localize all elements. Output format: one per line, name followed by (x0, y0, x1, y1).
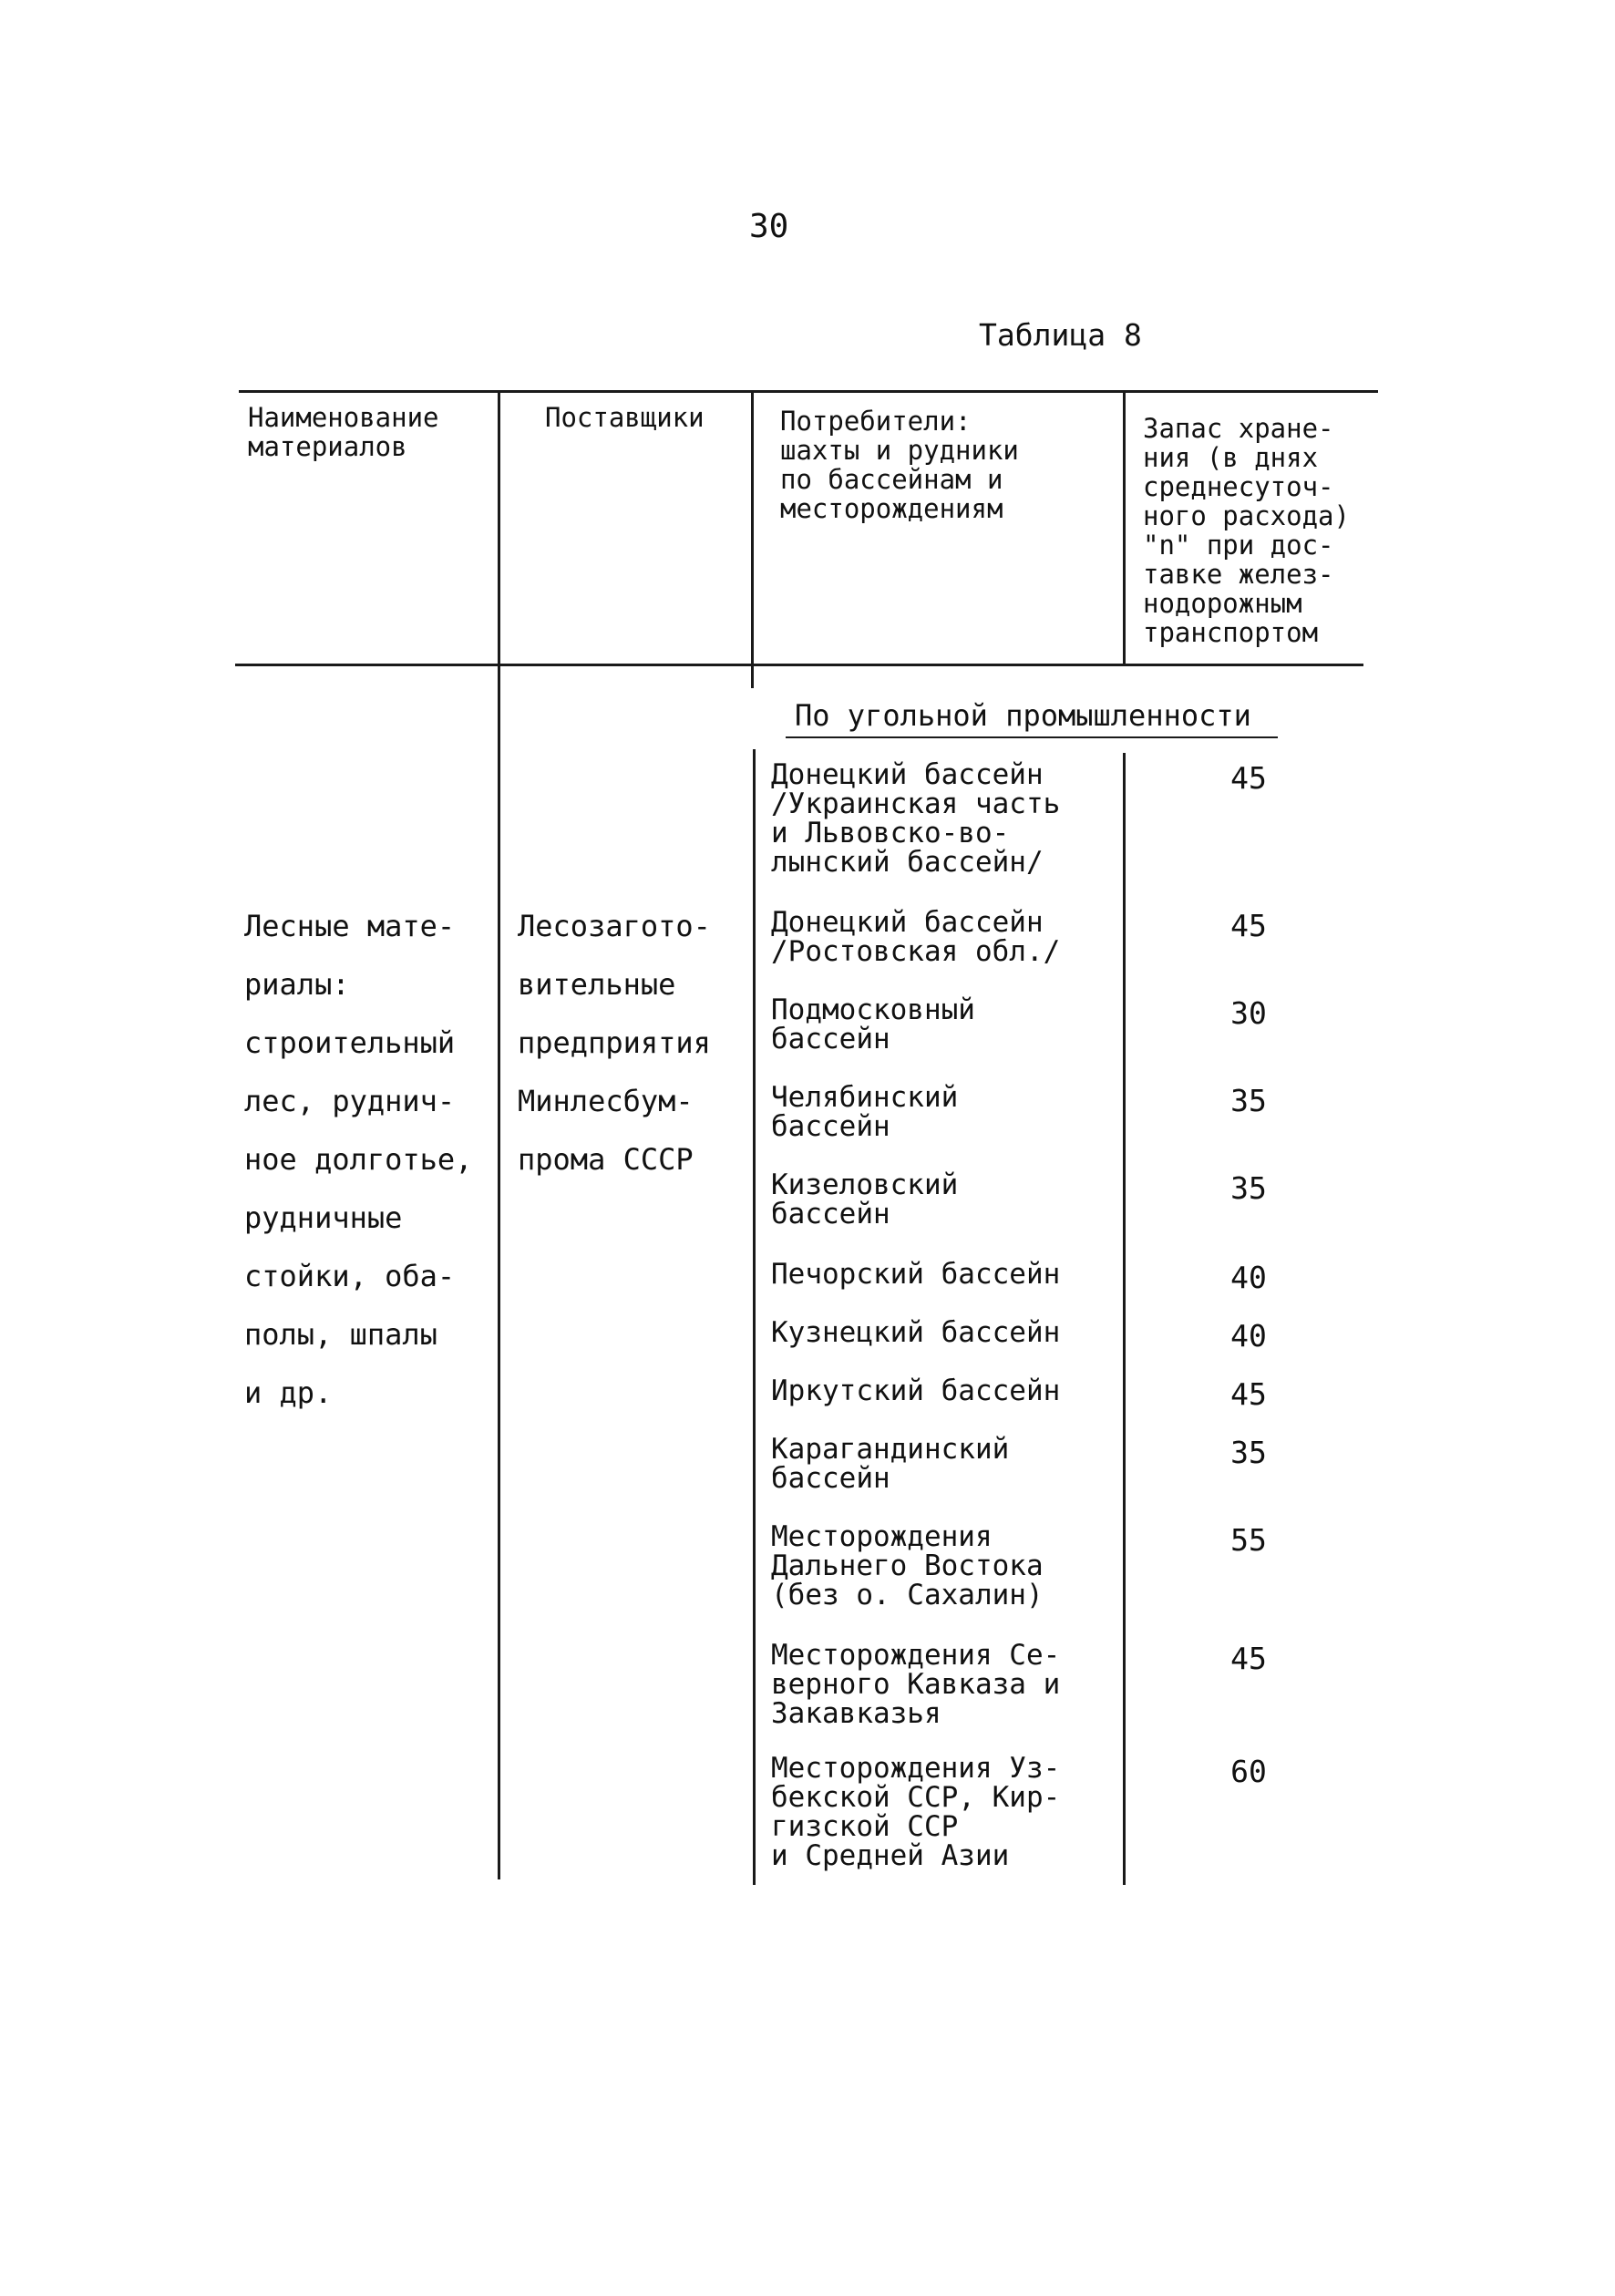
page-number: 30 (749, 208, 789, 245)
days-cell: 45 (1230, 1641, 1267, 1676)
days-cell: 45 (1230, 760, 1267, 796)
days-cell: 35 (1230, 1170, 1267, 1206)
consumer-cell: Месторождения Дальнего Востока (без о. Сахалин) (771, 1520, 1044, 1611)
days-cell: 35 (1230, 1435, 1267, 1470)
column-divider-2-lower (753, 749, 756, 1885)
table-caption: Таблица 8 (979, 317, 1142, 353)
header-reserve: Запас хране- ния (в днях среднесуточ- ного расхода) "n" при дос- тавке желез- нодорожным транспортом (1143, 413, 1350, 648)
header-suppliers: Поставщики (545, 402, 705, 433)
days-cell: 60 (1230, 1754, 1267, 1789)
days-cell: 35 (1230, 1083, 1267, 1118)
consumer-cell: Кизеловский бассейн (771, 1169, 959, 1230)
header-bottom-rule (235, 664, 1363, 666)
section-title: По угольной промышленности (795, 698, 1251, 733)
days-cell: 45 (1230, 1376, 1267, 1412)
consumer-cell: Карагандинский бассейн (771, 1433, 1010, 1495)
column-divider-3-lower (1123, 753, 1126, 1885)
consumer-cell: Кузнецкий бассейн (771, 1316, 1061, 1349)
days-cell: 40 (1230, 1260, 1267, 1295)
consumer-cell: Подмосковный бассейн (771, 994, 975, 1055)
column-divider-2 (751, 392, 754, 688)
days-cell: 55 (1230, 1522, 1267, 1558)
table-top-rule (239, 390, 1378, 393)
column-divider-1 (498, 392, 500, 1879)
column-divider-3 (1123, 392, 1126, 664)
days-cell: 45 (1230, 908, 1267, 943)
header-consumers: Потребители: шахты и рудники по бассейнам и месторождениям (780, 406, 1019, 524)
consumer-cell: Месторождения Се- верного Кавказа и Закавказья (771, 1639, 1061, 1730)
supplier-name: Лесозаготo- вительные предприятия Минлесбум- прома СССР (518, 909, 711, 1177)
material-name: Лесные мате- риалы: строительный лес, руднич- ное долготье, рудничные стойки, оба- полы, шпалы и др. (244, 909, 473, 1410)
consumer-cell: Донецкий бассейн /Ростовская обл./ (771, 906, 1061, 968)
days-cell: 40 (1230, 1318, 1267, 1354)
consumer-cell: Месторождения Уз- бекской ССР, Кир- гизской ССР и Средней Азии (771, 1752, 1061, 1872)
days-cell: 30 (1230, 995, 1267, 1031)
header-materials: Наименование материалов (248, 402, 439, 462)
consumer-cell: Челябинский бассейн (771, 1081, 959, 1143)
section-underline (786, 736, 1278, 738)
consumer-cell: Донецкий бассейн /Украинская часть и Львовско-во- лынский бассейн/ (771, 758, 1061, 879)
consumer-cell: Иркутский бассейн (771, 1375, 1061, 1407)
consumer-cell: Печорский бассейн (771, 1258, 1061, 1291)
